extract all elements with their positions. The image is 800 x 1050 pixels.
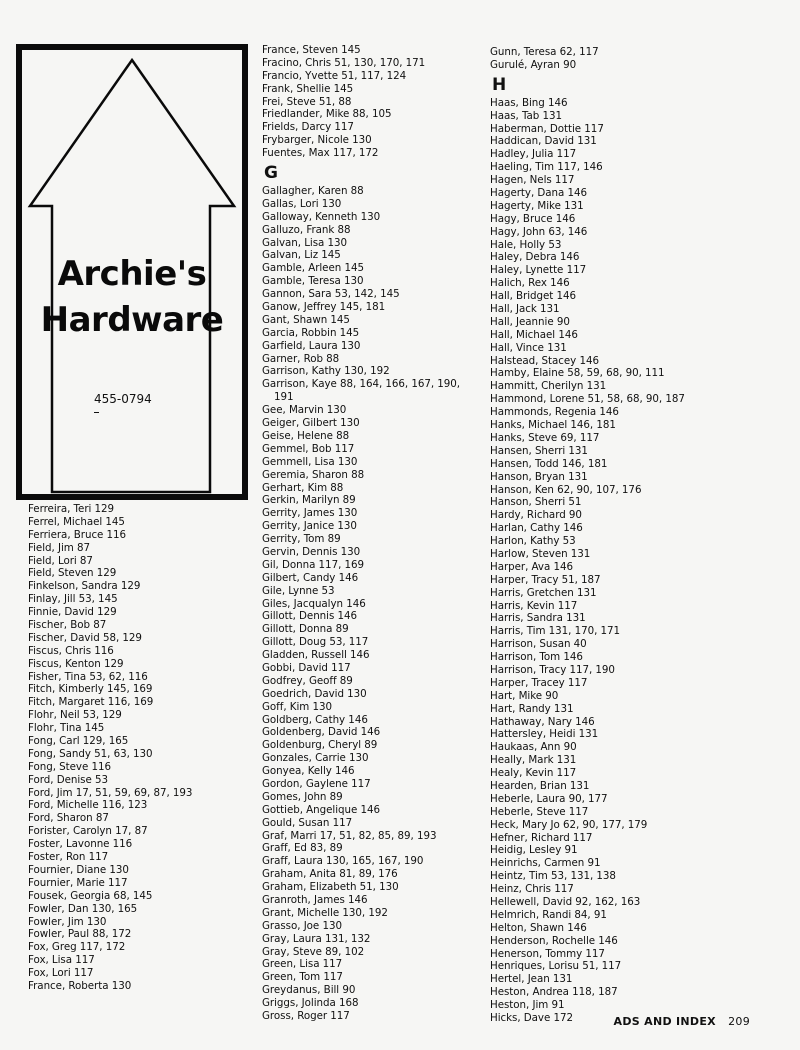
index-entry: Ferreira, Teri 129 bbox=[28, 503, 115, 515]
index-entry: Fournier, Marie 117 bbox=[28, 876, 128, 889]
index-entry: Hefner, Richard 117 bbox=[490, 831, 593, 844]
index-entry: Gordon, Gaylene 117 bbox=[262, 777, 371, 790]
index-entry: Foster, Ron 117 bbox=[28, 851, 109, 864]
index-entry: Godfrey, Geoff 89 bbox=[262, 674, 353, 687]
index-entry: Geremia, Sharon 88 bbox=[262, 468, 365, 481]
index-entry: Hanson, Ken 62, 90, 107, 176 bbox=[490, 483, 642, 496]
page-number: 209 bbox=[728, 1015, 750, 1028]
index-entry: Harrison, Tracy 117, 190 bbox=[490, 663, 615, 676]
index-entry: Gould, Susan 117 bbox=[262, 816, 353, 829]
index-entry: Gladden, Russell 146 bbox=[262, 649, 370, 662]
index-entry: Haas, Tab 131 bbox=[490, 109, 562, 122]
index-entry: Haley, Debra 146 bbox=[490, 251, 580, 264]
index-entry: Ford, Jim 17, 51, 59, 69, 87, 193 bbox=[28, 786, 193, 799]
index-entry: Frei, Steve 51, 88 bbox=[262, 95, 352, 108]
index-entry: Graham, Elizabeth 51, 130 bbox=[262, 881, 399, 894]
index-entry: Finkelson, Sandra 129 bbox=[28, 580, 141, 593]
index-entry: Fowler, Dan 130, 165 bbox=[28, 902, 138, 915]
index-entry: Harris, Sandra 131 bbox=[490, 612, 586, 625]
index-entry: Graf, Marri 17, 51, 82, 85, 89, 193 bbox=[262, 829, 437, 842]
index-entry: Hellewell, David 92, 162, 163 bbox=[490, 896, 641, 908]
index-entry: Gervin, Dennis 130 bbox=[262, 545, 361, 558]
index-entry: Garrison, Kaye 88, 164, 166, 167, 190, bbox=[262, 378, 461, 391]
index-entry: Field, Steven 129 bbox=[28, 567, 117, 580]
index-entry: Harlon, Kathy 53 bbox=[490, 535, 576, 548]
index-entry: Gamble, Teresa 130 bbox=[262, 275, 364, 288]
ad-panel bbox=[22, 50, 242, 494]
index-entry: Haeling, Tim 117, 146 bbox=[490, 161, 603, 174]
ad-name-line1: Archie's bbox=[57, 254, 207, 294]
index-entry: Fox, Lisa 117 bbox=[28, 954, 95, 967]
index-entry: Finlay, Jill 53, 145 bbox=[28, 593, 118, 606]
index-entry: Fisher, Tina 53, 62, 116 bbox=[28, 670, 148, 683]
index-entry: Heberle, Laura 90, 177 bbox=[490, 792, 608, 805]
index-entry: Fuentes, Max 117, 172 bbox=[262, 147, 379, 160]
index-entry: Galluzo, Frank 88 bbox=[262, 223, 351, 236]
index-entry: Giles, Jacqualyn 146 bbox=[262, 597, 366, 610]
index-entry: Hall, Bridget 146 bbox=[490, 290, 577, 303]
index-entry: Geise, Helene 88 bbox=[262, 429, 350, 442]
index-entry: Grant, Michelle 130, 192 bbox=[262, 906, 388, 919]
index-entry: Helton, Shawn 146 bbox=[490, 921, 587, 934]
index-entry: Halich, Rex 146 bbox=[490, 277, 570, 290]
index-entry: Gerrity, James 130 bbox=[262, 507, 358, 520]
index-entry: Fowler, Jim 130 bbox=[28, 915, 107, 928]
index-entry: Greydanus, Bill 90 bbox=[262, 984, 356, 997]
index-entry: Gobbi, David 117 bbox=[262, 661, 351, 674]
index-entry: Harper, Tracy 51, 187 bbox=[490, 573, 601, 586]
ad-phone: 455-0794 bbox=[94, 392, 152, 406]
index-column-1 bbox=[28, 503, 192, 993]
index-entry: Field, Lori 87 bbox=[28, 554, 93, 567]
index-entry: Hammond, Lorene 51, 58, 68, 90, 187 bbox=[490, 393, 685, 406]
index-entry: Ganow, Jeffrey 145, 181 bbox=[262, 301, 386, 314]
ad-dash bbox=[94, 412, 99, 413]
index-entry: Hagerty, Mike 131 bbox=[490, 199, 584, 212]
page-footer bbox=[614, 1015, 750, 1028]
index-entry: Frank, Shellie 145 bbox=[262, 82, 354, 95]
index-entry: Graff, Ed 83, 89 bbox=[262, 842, 343, 855]
index-entry: Gemmell, Lisa 130 bbox=[262, 455, 358, 468]
index-entry: Fox, Lori 117 bbox=[28, 967, 94, 980]
index-entry: Hall, Michael 146 bbox=[490, 328, 578, 341]
index-entry: Fitch, Margaret 116, 169 bbox=[28, 696, 154, 709]
index-entry: Halstead, Stacey 146 bbox=[490, 354, 599, 367]
index-entry: Gerhart, Kim 88 bbox=[262, 481, 344, 494]
index-entry: Granroth, James 146 bbox=[262, 894, 368, 906]
index-entry: Gil, Donna 117, 169 bbox=[262, 558, 365, 571]
index-entry: Haddican, David 131 bbox=[490, 135, 597, 148]
index-entry: Hart, Mike 90 bbox=[490, 689, 559, 702]
index-entry: Heally, Mark 131 bbox=[490, 754, 577, 767]
index-entry: Hale, Holly 53 bbox=[490, 238, 562, 251]
index-entry: Grasso, Joe 130 bbox=[262, 919, 342, 932]
index-entry: Garrison, Kathy 130, 192 bbox=[262, 365, 390, 378]
index-entry: Fong, Sandy 51, 63, 130 bbox=[28, 747, 153, 760]
index-entry: Hanks, Steve 69, 117 bbox=[490, 431, 600, 444]
index-entry: France, Steven 145 bbox=[262, 44, 361, 56]
index-entry: Goldenburg, Cheryl 89 bbox=[262, 739, 378, 752]
index-entry: Harper, Ava 146 bbox=[490, 560, 573, 573]
index-entry: Finnie, David 129 bbox=[28, 606, 117, 619]
index-entry: Hammitt, Cherilyn 131 bbox=[490, 380, 607, 393]
index-entry: Hanson, Sherri 51 bbox=[490, 496, 582, 509]
index-entry: Harrison, Susan 40 bbox=[490, 638, 587, 651]
index-entry: Gilbert, Candy 146 bbox=[262, 571, 359, 584]
index-entry: Haberman, Dottie 117 bbox=[490, 122, 604, 135]
index-entry: Fiscus, Chris 116 bbox=[28, 644, 114, 657]
index-entry: Galvan, Liz 145 bbox=[262, 249, 341, 262]
index-entry: Harris, Tim 131, 170, 171 bbox=[490, 625, 621, 638]
index-entry: Gonyea, Kelly 146 bbox=[262, 765, 355, 778]
index-entry: Gray, Laura 131, 132 bbox=[262, 932, 371, 945]
index-entry: Fiscus, Kenton 129 bbox=[28, 657, 124, 670]
ad-name-line2: Hardware bbox=[40, 300, 224, 340]
index-entry: Galvan, Lisa 130 bbox=[262, 236, 348, 249]
index-entry: Hall, Jeannie 90 bbox=[490, 315, 570, 328]
index-entry: Harper, Tracey 117 bbox=[490, 676, 588, 689]
index-column-3 bbox=[490, 46, 685, 1025]
index-entry: Gillott, Doug 53, 117 bbox=[262, 636, 369, 649]
index-entry: Harris, Kevin 117 bbox=[490, 599, 578, 612]
index-entry: Frybarger, Nicole 130 bbox=[262, 134, 372, 147]
index-entry: Haukaas, Ann 90 bbox=[490, 741, 577, 754]
index-entry: Fracino, Chris 51, 130, 170, 171 bbox=[262, 56, 426, 69]
index-entry: Hagy, John 63, 146 bbox=[490, 225, 588, 238]
index-entry: Green, Tom 117 bbox=[262, 971, 343, 984]
index-entry: Heck, Mary Jo 62, 90, 177, 179 bbox=[490, 818, 648, 831]
index-entry: Fong, Steve 116 bbox=[28, 760, 111, 773]
index-entry: Heberle, Steve 117 bbox=[490, 805, 589, 818]
index-entry: Hicks, Dave 172 bbox=[490, 1012, 573, 1025]
index-entry: Gonzales, Carrie 130 bbox=[262, 752, 369, 765]
index-entry: Field, Jim 87 bbox=[28, 541, 90, 554]
index-entry: Hall, Jack 131 bbox=[490, 303, 560, 316]
index-entry: Garcia, Robbin 145 bbox=[262, 326, 360, 339]
index-entry: Gamble, Arleen 145 bbox=[262, 262, 364, 275]
index-entry: Gallas, Lori 130 bbox=[262, 197, 342, 210]
index-entry: Ferriera, Bruce 116 bbox=[28, 528, 127, 541]
index-entry: Henriques, Lorisu 51, 117 bbox=[490, 960, 622, 973]
index-entry: Gallagher, Karen 88 bbox=[262, 185, 364, 198]
index-entry: Heinz, Chris 117 bbox=[490, 883, 574, 896]
index-entry: Hart, Randy 131 bbox=[490, 702, 574, 715]
index-entry: Hamby, Elaine 58, 59, 68, 90, 111 bbox=[490, 367, 665, 380]
index-entry: Graham, Anita 81, 89, 176 bbox=[262, 868, 398, 881]
index-entry: Gannon, Sara 53, 142, 145 bbox=[262, 288, 400, 301]
index-entry: Fousek, Georgia 68, 145 bbox=[28, 889, 153, 902]
index-entry: Hanks, Michael 146, 181 bbox=[490, 419, 616, 432]
index-entry: Henerson, Tommy 117 bbox=[490, 947, 605, 960]
index-entry: Gray, Steve 89, 102 bbox=[262, 945, 365, 958]
index-entry: Hall, Vince 131 bbox=[490, 341, 567, 354]
index-entry: Fischer, David 58, 129 bbox=[28, 631, 142, 644]
index-entry: Henderson, Rochelle 146 bbox=[490, 934, 618, 947]
index-entry: Harris, Gretchen 131 bbox=[490, 586, 597, 599]
index-entry: Healy, Kevin 117 bbox=[490, 767, 577, 780]
index-entry: Hansen, Todd 146, 181 bbox=[490, 457, 608, 470]
index-entry: Hattersley, Heidi 131 bbox=[490, 728, 599, 741]
index-entry: Garfield, Laura 130 bbox=[262, 339, 361, 352]
index-entry: Hanson, Bryan 131 bbox=[490, 470, 588, 483]
index-entry: Flohr, Neil 53, 129 bbox=[28, 709, 122, 722]
index-entry: Goedrich, David 130 bbox=[262, 687, 367, 700]
index-entry: Fischer, Bob 87 bbox=[28, 619, 107, 632]
index-entry: Goff, Kim 130 bbox=[262, 700, 332, 713]
index-entry: Galloway, Kenneth 130 bbox=[262, 210, 381, 223]
index-entry: Fitch, Kimberly 145, 169 bbox=[28, 683, 153, 696]
index-entry: Gerrity, Tom 89 bbox=[262, 533, 341, 546]
index-entry: Harlow, Steven 131 bbox=[490, 547, 591, 560]
index-entry: Hathaway, Nary 146 bbox=[490, 715, 595, 728]
index-entry: Green, Lisa 117 bbox=[262, 958, 343, 971]
index-entry: France, Roberta 130 bbox=[28, 979, 132, 992]
index-entry: Gerrity, Janice 130 bbox=[262, 520, 357, 533]
section-letter: H bbox=[492, 74, 507, 95]
index-entry: Gant, Shawn 145 bbox=[262, 313, 350, 326]
index-entry: Frields, Darcy 117 bbox=[262, 121, 354, 134]
index-entry: Gile, Lynne 53 bbox=[262, 584, 335, 597]
index-entry: Gerkin, Marilyn 89 bbox=[262, 494, 356, 507]
index-entry: Ford, Denise 53 bbox=[28, 773, 108, 786]
index-entry: Gomes, John 89 bbox=[262, 790, 343, 803]
index-entry: Heidig, Lesley 91 bbox=[490, 844, 578, 857]
index-entry: Ford, Michelle 116, 123 bbox=[28, 799, 148, 812]
index-column-2 bbox=[262, 44, 460, 1023]
index-entry: Friedlander, Mike 88, 105 bbox=[262, 108, 392, 121]
index-entry: Gillott, Donna 89 bbox=[262, 623, 349, 636]
index-entry: Forister, Carolyn 17, 87 bbox=[28, 825, 148, 838]
index-entry: Griggs, Jolinda 168 bbox=[262, 997, 359, 1010]
index-entry: Hammonds, Regenia 146 bbox=[490, 406, 619, 419]
index-entry: Gottieb, Angelique 146 bbox=[262, 803, 381, 816]
index-entry: Ford, Sharon 87 bbox=[28, 812, 109, 825]
index-entry: Heston, Andrea 118, 187 bbox=[490, 986, 618, 999]
index-entry: Harlan, Cathy 146 bbox=[490, 522, 583, 535]
index-entry: Hardy, Richard 90 bbox=[490, 509, 582, 522]
hardware-ad bbox=[16, 44, 248, 500]
index-entry: Hearden, Brian 131 bbox=[490, 779, 590, 792]
index-entry: Gurulé, Ayran 90 bbox=[490, 58, 577, 71]
index-entry: Foster, Lavonne 116 bbox=[28, 838, 133, 851]
index-entry: Heintz, Tim 53, 131, 138 bbox=[490, 870, 616, 883]
index-entry: Heston, Jim 91 bbox=[490, 999, 565, 1012]
index-entry: Goldberg, Cathy 146 bbox=[262, 713, 368, 726]
index-entry: Fox, Greg 117, 172 bbox=[28, 941, 126, 954]
index-entry: Fong, Carl 129, 165 bbox=[28, 735, 129, 748]
index-entry: Hagy, Bruce 146 bbox=[490, 212, 576, 225]
index-entry: Haas, Bing 146 bbox=[490, 96, 568, 109]
index-entry-continuation: 191 bbox=[274, 391, 294, 404]
index-entry: Garner, Rob 88 bbox=[262, 352, 340, 365]
index-entry: Fowler, Paul 88, 172 bbox=[28, 928, 132, 941]
index-entry: Helmrich, Randi 84, 91 bbox=[490, 908, 607, 921]
index-entry: Geiger, Gilbert 130 bbox=[262, 417, 360, 430]
index-entry: Hansen, Sherri 131 bbox=[490, 444, 588, 457]
index-entry: Flohr, Tina 145 bbox=[28, 722, 105, 735]
index-entry: Harrison, Tom 146 bbox=[490, 651, 583, 664]
index-entry: Ferrel, Michael 145 bbox=[28, 515, 125, 528]
index-entry: Heinrichs, Carmen 91 bbox=[490, 857, 601, 870]
footer-section-title: ADS AND INDEX bbox=[613, 1015, 716, 1028]
section-letter: G bbox=[264, 163, 278, 184]
index-entry: Hertel, Jean 131 bbox=[490, 973, 573, 986]
index-entry: Gillott, Dennis 146 bbox=[262, 610, 358, 623]
index-entry: Hagerty, Dana 146 bbox=[490, 187, 587, 200]
index-entry: Hadley, Julia 117 bbox=[490, 148, 577, 161]
index-entry: Gunn, Teresa 62, 117 bbox=[490, 46, 599, 58]
index-entry: Francio, Yvette 51, 117, 124 bbox=[262, 69, 407, 82]
index-entry: Haley, Lynette 117 bbox=[490, 264, 587, 277]
index-entry: Gee, Marvin 130 bbox=[262, 404, 347, 417]
index-entry: Graff, Laura 130, 165, 167, 190 bbox=[262, 855, 424, 868]
index-entry: Goldenberg, David 146 bbox=[262, 726, 381, 739]
index-entry: Hagen, Nels 117 bbox=[490, 174, 575, 187]
index-entry: Fournier, Diane 130 bbox=[28, 863, 129, 876]
index-entry: Gross, Roger 117 bbox=[262, 1010, 350, 1023]
index-entry: Gemmel, Bob 117 bbox=[262, 442, 355, 455]
